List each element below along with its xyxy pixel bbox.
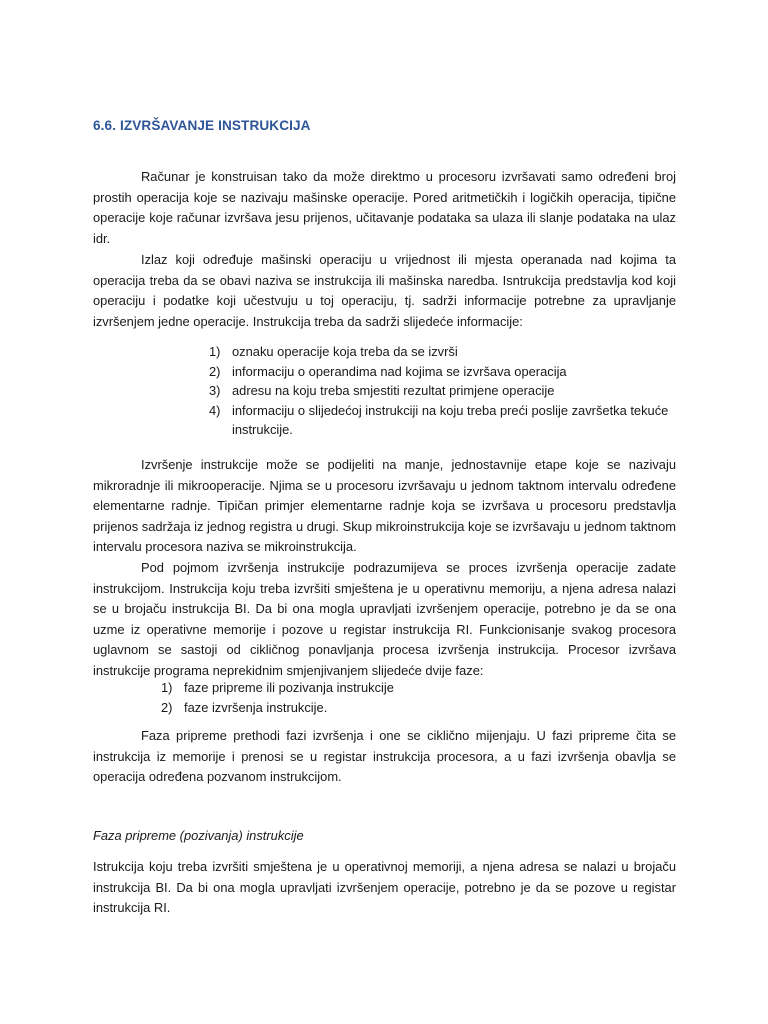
list-number: 3) bbox=[209, 383, 221, 399]
list-item bbox=[209, 362, 676, 382]
list-item bbox=[209, 381, 676, 401]
paragraph-execution-process: Pod pojmom izvršenja instrukcije podrazumijeva se proces izvršenja operacije zadate instrukcijom. Instrukcija koju treba izvršiti smještena je u operativnu memoriju, a njena adresa nalazi se u brojaču instrukcija BI. Da bi ona mogla upravljati izvršenjem operacije, potrebno je da se ona uzme iz operativne memorije i pozove u registar instrukcija RI. Funkcionisanje svakog procesora uglavnom se sastoji od cikličnog ponavljanja procesa izvršenja instrukcija. Procesor izvršava instrukcije programa neprekidnim smjenjivanjem slijedeće dvije faze: bbox=[93, 560, 676, 678]
list-item bbox=[161, 678, 676, 698]
list-number: 4) bbox=[209, 402, 221, 418]
paragraph-microoperations: Izvršenje instrukcije može se podijeliti na manje, jednostavnije etape koje se nazivaju mikroradnje ili mikrooperacije. Njima se u procesoru izvršavaju u jednom taktnom intervalu određene elementarne radnje. Tipičan primjer elementarne radnje koja se izvršava u procesoru predstavlja prijenos sadržaja iz jednog registra u drugi. Skup mikroinstrukcija koje se izvršavaju u jednom taktnom intervalu procesora naziva se mikroinstrukcija. bbox=[93, 457, 676, 554]
list-item-text: faze izvršenja instrukcije. bbox=[184, 699, 328, 715]
paragraph-fetch-phase: Istrukcija koju treba izvršiti smještena je u operativnoj memoriji, a njena adresa se nalazi u brojaču instrukcija BI. Da bi ona mogla upravljati izvršenjem operacije, potrebno je da se pozove u registar instrukcija RI. bbox=[93, 859, 676, 915]
paragraph-phases-cycle: Faza pripreme prethodi fazi izvršenja i one se ciklično mijenjaju. U fazi pripreme čita se instrukcija iz memorije i prenosi se u registar instrukcija procesora, a u fazi izvršenja obavlja se operacija određena pozvanom instrukcijom. bbox=[93, 728, 676, 784]
list-item bbox=[209, 342, 676, 362]
phases-list bbox=[161, 678, 676, 717]
list-number: 2) bbox=[209, 363, 221, 379]
subsection-heading: Faza pripreme (pozivanja) instrukcije bbox=[93, 828, 304, 843]
list-item-text: informaciju o slijedećoj instrukciji na koju treba preći poslije završetka tekuće instrukcije. bbox=[232, 402, 669, 438]
list-number: 2) bbox=[161, 699, 173, 715]
list-number: 1) bbox=[161, 680, 173, 695]
section-heading: 6.6. IZVRŠAVANJE INSTRUKCIJA bbox=[93, 118, 311, 133]
paragraph-instruction-definition: Izlaz koji određuje mašinski operaciju u vrijednost ili mjesta operanada nad kojima ta operacija treba da se obavi naziva se instrukcija ili mašinska naredba. Isntrukcija predstavlja kod koji operaciju i podatke koji učestvuju u toj operaciju, tj. sadrži informacije potrebne za upravljanje izvršenjem jedne operacije. Instrukcija treba da sadrži slijedeće informacije: bbox=[93, 252, 676, 329]
list-number: 1) bbox=[209, 344, 221, 359]
paragraph-intro: Računar je konstruisan tako da može direktmo u procesoru izvršavati samo određeni broj prostih operacija koje se nazivaju mašinske operacije. Pored aritmetičkih i logičkih operacija, tipične operacije koje računar izvršava jesu prijenos, učitavanje podataka sa ulaza ili slanje podataka na ulaz idr. bbox=[93, 169, 676, 246]
list-item bbox=[161, 698, 676, 718]
list-item-text: adresu na koju treba smjestiti rezultat primjene operacije bbox=[232, 383, 555, 399]
instruction-info-list bbox=[209, 342, 676, 440]
list-item-text: oznaku operacije koja treba da se izvrši bbox=[232, 344, 458, 359]
list-item-text: faze pripreme ili pozivanja instrukcije bbox=[184, 680, 394, 695]
list-item-text: informaciju o operandima nad kojima se izvršava operacija bbox=[232, 363, 567, 379]
list-item bbox=[209, 401, 676, 440]
